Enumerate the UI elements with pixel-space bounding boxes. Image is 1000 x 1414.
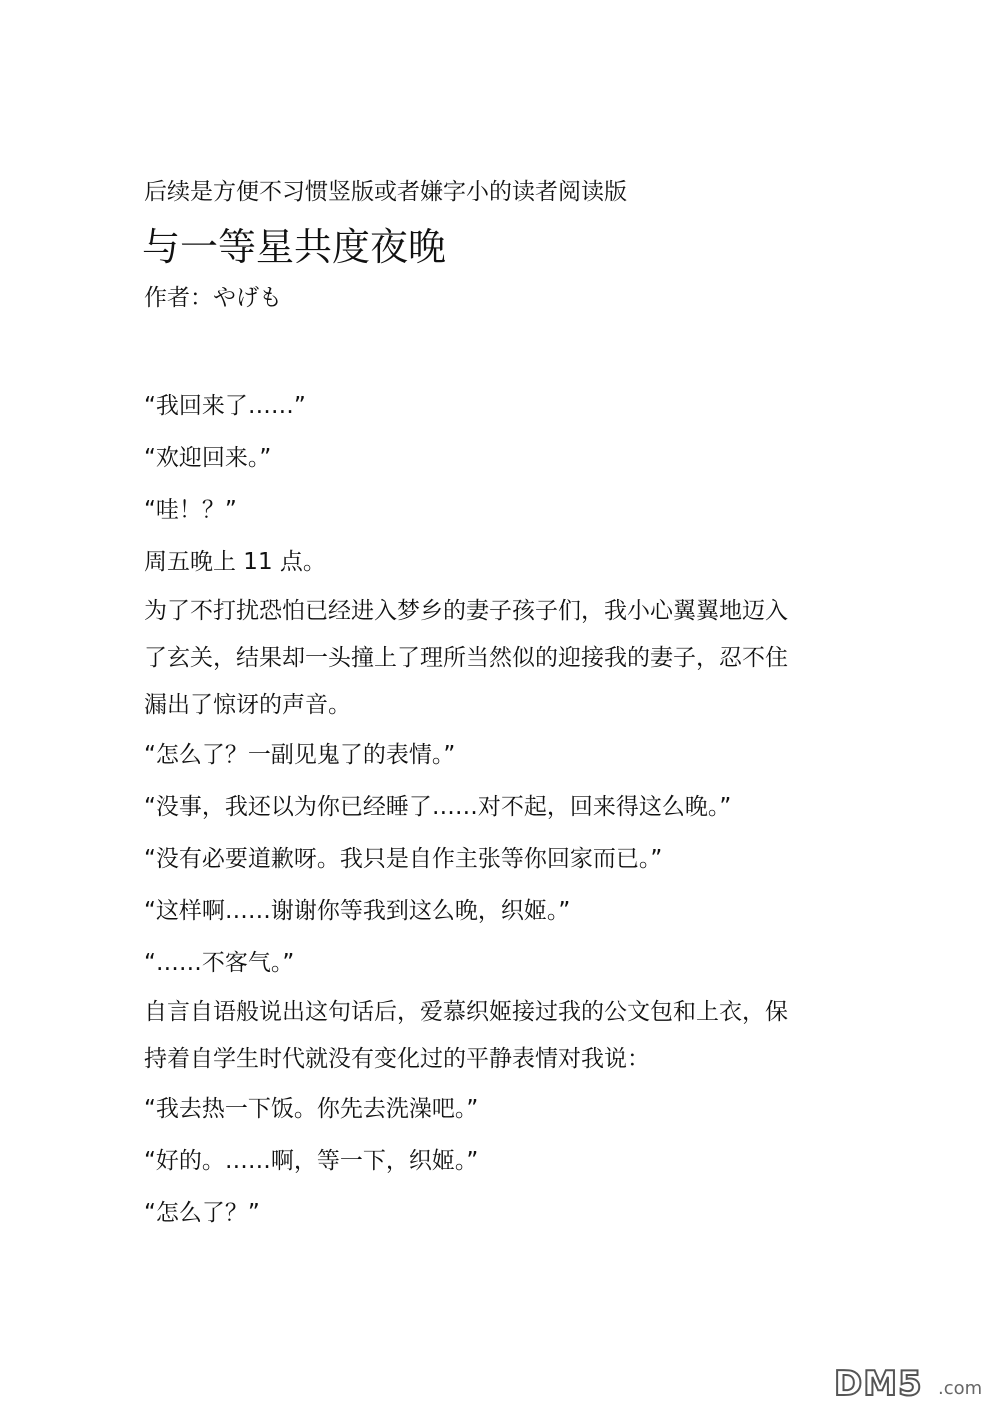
paragraph: “欢迎回来。” <box>144 445 272 471</box>
paragraph-line: 持着自学生时代就没有变化过的平静表情对我说： <box>144 1046 650 1072</box>
paragraph-line: 漏出了惊讶的声音。 <box>144 692 351 718</box>
paragraph <box>144 588 864 729</box>
paragraph: “这样啊……谢谢你等我到这么晚，织姬。” <box>144 898 571 924</box>
paragraph: “好的。……啊，等一下，织姬。” <box>144 1148 479 1174</box>
paragraph: “没事，我还以为你已经睡了……对不起，回来得这么晚。” <box>144 794 732 820</box>
paragraph <box>144 989 864 1083</box>
paragraph-line: 自言自语般说出这句话后，爱慕织姬接过我的公文包和上衣，保 <box>144 999 788 1025</box>
paragraph: “我回来了……” <box>144 393 306 419</box>
paragraph: “没有必要道歉呀。我只是自作主张等你回家而已。” <box>144 846 663 872</box>
paragraph: 周五晚上 11 点。 <box>144 549 326 575</box>
author-line: 作者：やげも <box>144 285 282 311</box>
watermark-letters: DM5 <box>834 1364 923 1404</box>
story-title: 与一等星共度夜晚 <box>142 225 447 269</box>
watermark-domain: .com <box>938 1378 983 1399</box>
paragraph: “怎么了？” <box>144 1200 260 1226</box>
paragraph: “怎么了？一副见鬼了的表情。” <box>144 742 456 768</box>
site-watermark <box>834 1364 984 1404</box>
paragraph: “我去热一下饭。你先去洗澡吧。” <box>144 1096 479 1122</box>
reading-note: 后续是方便不习惯竖版或者嫌字小的读者阅读版 <box>144 179 627 205</box>
paragraph: “……不客气。” <box>144 950 295 976</box>
paragraph: “哇！？” <box>144 497 237 523</box>
paragraph-line: 为了不打扰恐怕已经进入梦乡的妻子孩子们，我小心翼翼地迈入 <box>144 598 788 624</box>
paragraph-line: 了玄关，结果却一头撞上了理所当然似的迎接我的妻子，忍不住 <box>144 645 788 671</box>
story-body <box>144 384 864 1243</box>
